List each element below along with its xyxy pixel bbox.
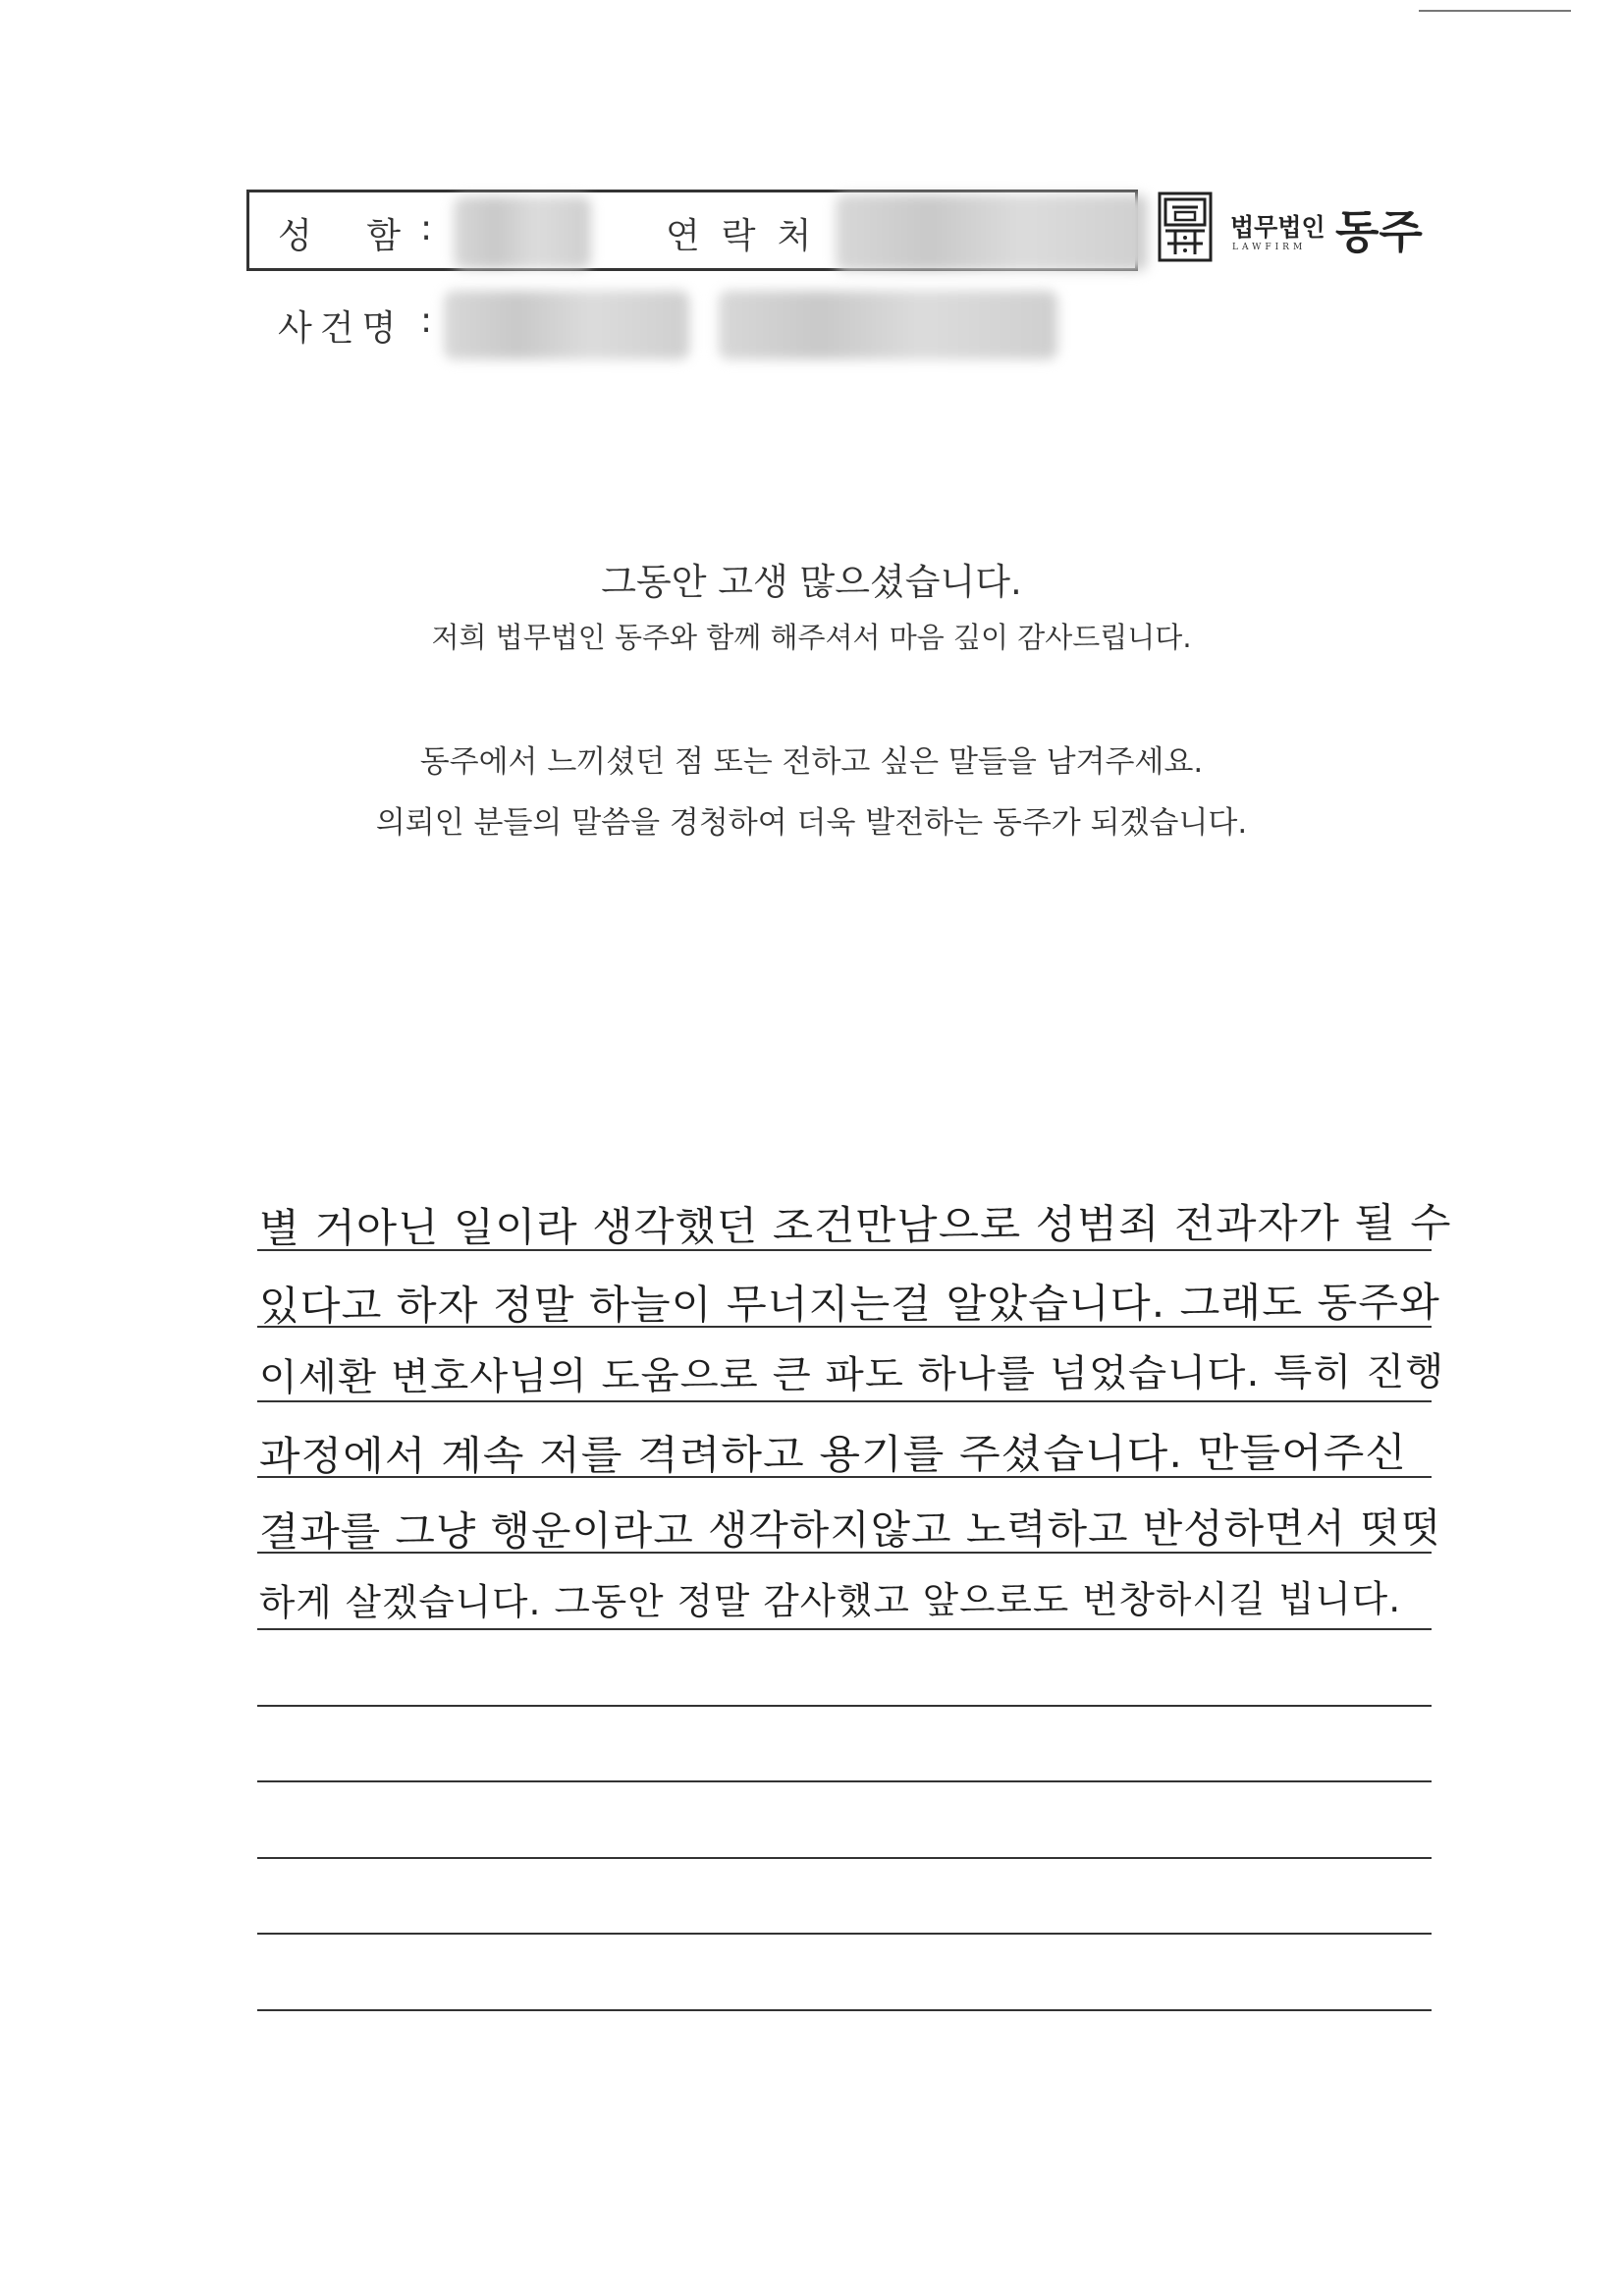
handwritten-line-5: 결과를 그냥 행운이라고 생각하지않고 노력하고 반성하면서 떳떳	[258, 1503, 1442, 1556]
ruled-line	[257, 1857, 1432, 1859]
case-label: 사건명	[278, 308, 405, 349]
ruled-line	[257, 1628, 1432, 1630]
handwritten-line-4: 과정에서 계속 저를 격려하고 용기를 주셨습니다. 만들어주신	[258, 1429, 1408, 1480]
ruled-line	[257, 1933, 1432, 1935]
case-redacted-1	[444, 291, 689, 359]
message-title: 그동안 고생 많으셨습니다.	[601, 561, 1022, 603]
handwritten-line-6: 하게 살겠습니다. 그동안 정말 감사했고 앞으로도 번창하시길 빕니다.	[258, 1576, 1402, 1624]
name-label: 성 함	[278, 216, 422, 256]
handwritten-line-3: 이세환 변호사님의 도움으로 큰 파도 하나를 넘었습니다. 특히 진행	[258, 1349, 1445, 1400]
ruled-line	[257, 1476, 1432, 1478]
law-firm-seal-icon	[1158, 191, 1213, 262]
firm-name-english: LAWFIRM	[1232, 243, 1307, 252]
firm-name-large: 동주	[1335, 205, 1423, 258]
ruled-line	[257, 1249, 1432, 1251]
case-colon: :	[420, 301, 433, 341]
firm-name-small: 법무법인	[1230, 213, 1325, 242]
handwritten-line-2: 있다고 하자 정말 하늘이 무너지는걸 알았습니다. 그래도 동주와	[258, 1278, 1441, 1330]
case-redacted-2	[719, 291, 1057, 359]
message-subtitle: 저희 법무법인 동주와 함께 해주셔서 마음 깊이 감사드립니다.	[431, 621, 1192, 654]
message-invite-line-1: 동주에서 느끼셨던 점 또는 전하고 싶은 말들을 남겨주세요.	[419, 744, 1204, 780]
handwritten-line-1: 별 거아닌 일이라 생각했던 조건만남으로 성범죄 전과자가 될 수	[258, 1198, 1452, 1252]
ruled-line	[257, 1780, 1432, 1782]
ruled-line	[257, 2009, 1432, 2011]
contact-label: 연락처	[666, 216, 834, 256]
ruled-line	[257, 1552, 1432, 1554]
ruled-line	[257, 1400, 1432, 1402]
page-top-mark	[1419, 10, 1571, 12]
message-invite-line-2: 의뢰인 분들의 말씀을 경청하여 더욱 발전하는 동주가 되겠습니다.	[375, 805, 1248, 841]
name-colon: :	[420, 208, 433, 248]
ruled-line	[257, 1326, 1432, 1328]
name-redacted	[454, 196, 591, 269]
contact-redacted	[836, 194, 1148, 271]
ruled-line	[257, 1705, 1432, 1707]
